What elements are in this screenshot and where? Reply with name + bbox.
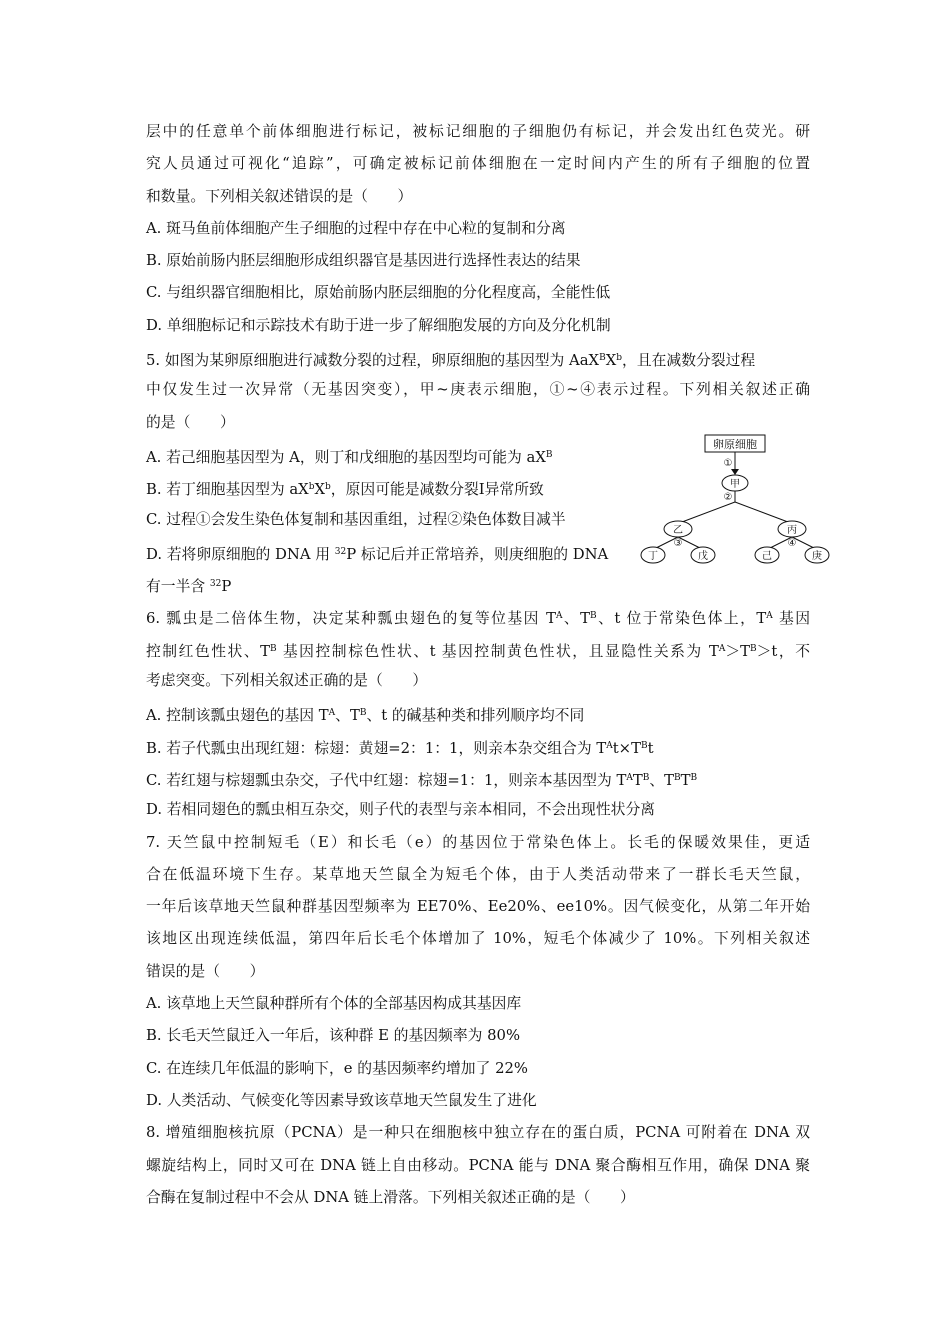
q6-superscript: B: [590, 611, 597, 622]
q6-text: 6. 瓢虫是二倍体生物，决定某种瓢虫翅色的复等位基因 T: [146, 610, 556, 628]
branch-line: [735, 502, 788, 522]
q6-text: 、t 的碱基种类和排列顺序均不同: [366, 707, 585, 725]
step-3-label: ③: [673, 538, 683, 549]
q5-option-c: C. 过程①会发生染色体复制和基因重组，过程②染色体数目减半: [146, 510, 566, 528]
q4-option-d: D. 单细胞标记和示踪技术有助于进一步了解细胞发展的方向及分化机制: [146, 316, 611, 334]
step-2-label: ②: [723, 492, 733, 503]
cell-geng-label: 庚: [812, 551, 822, 562]
q4-option-c: C. 与组织器官细胞相比，原始前肠内胚层细胞的分化程度高，全能性低: [146, 284, 611, 302]
q4-option-b: B. 原始前肠内胚层细胞形成组织器官是基因进行选择性表达的结果: [146, 252, 581, 270]
q5-text: P: [221, 578, 232, 596]
cell-yi-label: 乙: [673, 525, 683, 536]
q6-superscript: A: [328, 708, 336, 719]
q6-superscript: B: [642, 772, 650, 783]
q6-superscript: A: [555, 611, 563, 622]
q5-text: B. 若丁细胞基因型为 aX: [146, 481, 309, 499]
root-cell-label: 卵原细胞: [713, 438, 757, 451]
q8-stem-line-2: 螺旋结构上，同时又可在 DNA 链上自由移动。PCNA 能与 DNA 聚合酶相互作用，确保 DNA 聚: [146, 1156, 810, 1174]
cell-ding-label: 丁: [648, 551, 658, 562]
q5-superscript: b: [308, 482, 315, 493]
q6-text: ＞T: [725, 642, 750, 660]
q6-text: A. 控制该瓢虫翅色的基因 T: [146, 707, 329, 725]
q7-option-a: A. 该草地上天竺鼠种群所有个体的全部基因构成其基因库: [146, 995, 522, 1013]
cell-bing-label: 丙: [787, 525, 797, 536]
q6-stem-line-1: [146, 600, 810, 632]
q7-stem-line-3: 一年后该草地天竺鼠种群基因型频率为 EE70%、Ee20%、ee10%。因气候变化，从第二年开始: [146, 898, 810, 916]
q5-superscript: 32: [334, 546, 347, 557]
q7-stem-line-5: 错误的是（ ）: [146, 962, 265, 980]
q5-text: P 标记后并正常培养，则庚细胞的 DNA: [346, 545, 609, 563]
meiosis-diagram: [640, 434, 840, 568]
document-body: [146, 116, 810, 1214]
q6-superscript: A: [606, 740, 613, 751]
q6-superscript: A: [718, 643, 726, 654]
q8-stem-line-1: 8. 增殖细胞核抗原（PCNA）是一种只在细胞核中独立存在的蛋白质，PCNA 可附着在 DNA 双: [146, 1124, 810, 1142]
q4-stem-line-1: 层中的任意单个前体细胞进行标记，被标记细胞的子细胞仍有标记，并会发出红色荧光。研: [146, 123, 810, 140]
q6-option-b: [146, 730, 810, 762]
q6-superscript: B: [674, 772, 681, 783]
q5-text: X: [314, 481, 326, 499]
q6-text: 、T: [562, 610, 591, 628]
cell-jia-label: 甲: [730, 479, 740, 490]
q7-stem-line-1: 7. 天竺鼠中控制短毛（E）和长毛（e）的基因位于常染色体上。长毛的保暖效果佳，更适: [146, 833, 810, 851]
q5-superscript: b: [325, 482, 331, 493]
q5-superscript: B: [599, 353, 606, 364]
q5-stem-line-1: [146, 342, 810, 374]
arrow-head: [731, 469, 739, 475]
step-1-label: ①: [723, 458, 733, 469]
q5-superscript: b: [616, 353, 623, 364]
q5-stem-line-2: 中仅发生过一次异常（无基因突变），甲~庚表示细胞，①~④表示过程。下列相关叙述正确: [146, 381, 810, 399]
q6-option-d: D. 若相同翅色的瓢虫相互杂交，则子代的表型与亲本相同，不会出现性状分离: [146, 801, 656, 819]
q4-option-a: A. 斑马鱼前体细胞产生子细胞的过程中存在中心粒的复制和分离: [146, 219, 566, 237]
q8-stem-line-3: 合酶在复制过程中不会从 DNA 链上滑落。下列相关叙述正确的是（ ）: [146, 1188, 635, 1206]
q4-stem-line-3: 和数量。下列相关叙述错误的是（ ）: [146, 187, 413, 205]
q6-text: 控制红色性状、T: [146, 642, 271, 660]
q7-option-d: D. 人类活动、气候变化等因素导致该草地天竺鼠发生了进化: [146, 1091, 537, 1109]
q6-superscript: A: [766, 611, 773, 622]
q5-superscript: 32: [209, 579, 222, 590]
cell-wu-label: 戊: [698, 551, 708, 562]
q6-superscript: B: [690, 772, 698, 783]
q5-superscript: B: [545, 449, 553, 460]
q5-text: 5. 如图为某卵原细胞进行减数分裂的过程，卵原细胞的基因型为 AaX: [146, 352, 600, 370]
q6-superscript: B: [270, 643, 277, 654]
q5-text: D. 若将卵原细胞的 DNA 用: [146, 545, 335, 563]
q5-text: X: [605, 352, 617, 370]
q5-text: A. 若己细胞基因型为 A，则丁和戊细胞的基因型均可能为 aX: [146, 448, 546, 466]
cell-ji-label: 己: [762, 551, 772, 562]
q6-text: t: [647, 739, 654, 757]
q6-text: 、t 位于常染色体上，T: [596, 610, 767, 628]
q7-stem-line-2: 合在低温环境下生存。某草地天竺鼠全为短毛个体，由于人类活动带来了一群长毛天竺鼠，: [146, 865, 810, 883]
q5-text: 有一半含: [146, 578, 210, 596]
q6-text: T: [632, 771, 643, 789]
q6-superscript: B: [750, 643, 757, 654]
q6-superscript: A: [626, 772, 633, 783]
q5-stem-line-3: 的是（ ）: [146, 413, 235, 431]
q5-text: ，原因可能是减数分裂Ⅰ异常所致: [330, 481, 544, 499]
q4-stem-line-2: 究人员通过可视化“追踪”，可确定被标记前体细胞在一定时间内产生的所有子细胞的位置: [146, 155, 810, 173]
q6-text: 、T: [649, 771, 674, 789]
q6-option-a: [146, 697, 810, 729]
q7-option-c: C. 在连续几年低温的影响下，e 的基因频率约增加了 22%: [146, 1059, 528, 1077]
q5-option-d-line-2: [146, 568, 810, 600]
q6-option-c: [146, 762, 810, 794]
q6-stem-line-2: [146, 633, 810, 665]
q6-text: 基因控制棕色性状、t 基因控制黄色性状，且显隐性关系为 T: [276, 642, 719, 660]
q7-stem-line-4: 该地区出现连续低温，第四年后长毛个体增加了 10%，短毛个体减少了 10%。下列相关叙述: [146, 930, 810, 948]
q6-superscript: B: [359, 708, 367, 719]
q6-text: B. 若子代瓢虫出现红翅：棕翅：黄翅=2：1：1，则亲本杂交组合为 T: [146, 739, 607, 757]
q6-text: ＞t，不: [756, 642, 810, 660]
q5-text: ，且在减数分裂过程: [622, 352, 756, 370]
q7-option-b: B. 长毛天竺鼠迁入一年后，该种群 E 的基因频率为 80%: [146, 1027, 521, 1045]
q6-stem-line-3: 考虑突变。下列相关叙述正确的是（ ）: [146, 672, 428, 690]
q6-text: 、T: [335, 707, 360, 725]
branch-line: [682, 502, 735, 522]
q6-text: C. 若红翅与棕翅瓢虫杂交，子代中红翅：棕翅=1：1，则亲本基因型为 T: [146, 771, 627, 789]
step-4-label: ④: [787, 538, 797, 549]
q6-text: t×T: [612, 739, 641, 757]
q6-text: T: [680, 771, 691, 789]
q6-text: 基因: [772, 610, 810, 628]
q6-superscript: B: [640, 740, 648, 751]
